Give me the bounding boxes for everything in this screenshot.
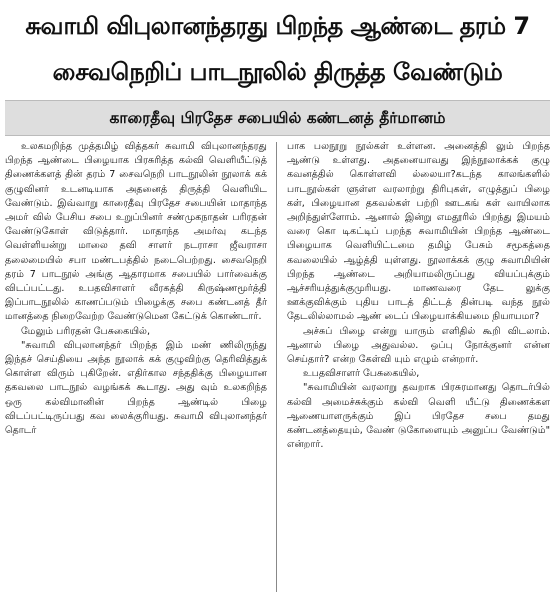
- subheadline: காரைதீவு பிரதேச சபையில் கண்டனத் தீர்மானம்: [109, 109, 446, 127]
- article-paragraph: "சுவாமி விபுலானந்தர் பிறந்த இம் மண் ணிலிருந்து இந்தச் செய்தியை அந்த நூலாக் கக் குழுவிற்கு தெரிவித்துக் கொள்ள விரும் புகிறேன். எதிர்கால சந்ததிக்கு பிழையான தகவலை பாடநூல் வழங்கக் கூடாது. அது வும் உலகறிந்த ஒரு கல்விமானின் பிறந்த ஆண்டில் பிழை விடப்பட்டிருப்பது கவ லைக்குரியது. சுவாமி விபுலானந்தர் தொடர்: [5, 339, 267, 437]
- column-divider: [276, 142, 277, 592]
- article-paragraph: பாக பலநூறு நூல்கள் உள்ளன. அனைத்தி லும் பிறந்த ஆண்டு உள்ளது. அதனையாவது இந்நூலாக்கக் குழு கவனத்தில் கொள்ளவி ல்லையா?கடந்த காலங்களில் பாடநூல்கள் ளுள்ள வரலாற்று திரிபுகள், எழுத்துப் பிழை கள், பிழையான தகவல்கள் பற்றி ஊடகங் கள் வாயிலாக அறிந்துள்ளோம். ஆனால் இன்று எமதூரில் பிறந்து இமயம் வரை கொ டிகட்டிப் பறந்த சுவாமியின் பிறந்த ஆண்டை பிழையாக வெளியிட்டமை தமிழ் பேசும் சமூகத்தை கவலையில் ஆழ்த்தி யுள்ளது. நூலாக்கக் குழு சுவாமியின் பிறந்த ஆண்டை அறியாமலிருப்பது வியப்புக்கும் ஆச்சரியத்துக்குமுரியது. மாணவரை தேட லுக்கு ஊக்குவிக்கும் புதிய பாடத் திட்டத் தின்படி வந்த நூல் தேடலில்லாமல் ஆண் டைப் பிழையாக்கியமை நியாயமா?: [287, 141, 550, 323]
- article-paragraph: அச்சுப் பிழை என்று யாரும் எளிதில் கூறி விடலாம். ஆனால் பிழை அதுவல்ல. ஒப்பு நோக்குனர் என்ன செய்தார்? என்ற கேள்வி யும் எழும் என்றார்.: [287, 325, 550, 366]
- headline-line-1: சுவாமி விபுலானந்தரது பிறந்த ஆண்டை தரம் 7: [25, 12, 530, 40]
- headline-line-2: சைவநெறிப் பாடநூலில் திருத்த வேண்டும்: [52, 58, 503, 86]
- article-paragraph: உலகமறிந்த முத்தமிழ் வித்தகர் சுவாமி விபுலானந்தரது பிறந்த ஆண்டை பிழையாக பிரசுரித்த கல்வி வெளியீட்டுத் திணைக்களத் தின் தரம் 7 சைவநெறி பாடநூலின் நூலாக் கக் குழுவினர் உடனடியாக அதனைத் திருத்தி வெளியிட வேண்டும். இவ்வாறு காரைதீவு பிரதேச சபையின் மாதாந்த அமர் வில் பேசிய சபை உறுப்பினர் சண்முகநாதன் பரிரதன் வேண்டுகோள் விடுத்தார். மாதாந்த அமர்வு கடந்த வெள்ளியன்று மாலை தவி சாளர் நடராசா ஜீவராசா தலைமையில் சபா மண்டபத்தில் நடைபெற்றது. சைவநெறி தரம் 7 பாடநூல் அங்கு ஆதாரமாக சபையில் பார்வைக்கு விடப்பட்டது. உபதவிசாளர் வீரகத்தி கிருஷ்ணமூர்த்தி இப்பாடநூலில் காணப்படும் பிழைக்கு சபை கண்டனத் தீர் மானத்தை நிறைவேற்ற வேண்டுமென கேட்டுக் கொண்டார்.: [5, 141, 267, 323]
- article-paragraph: "சுவாமியின் வரலாறு தவறாக பிரசுரமானது தொடர்பில் கல்வி அமைச்சுக்கும் கல்வி வெளி யீட்டு திணைக்கள ஆணையாளருக்கும் இப் பிரதேச சபை தமது கண்டனத்தையும், வேண் டுகோளையும் அனுப்ப வேண்டும்" என்றார்.: [287, 382, 550, 451]
- article-right-column: [287, 140, 550, 595]
- article-paragraph: மேலும் பரிரதன் பேசுகையில்,: [21, 325, 151, 337]
- article-left-column: [5, 140, 267, 595]
- subheadline-banner: [5, 100, 550, 136]
- article-paragraph: உபதவிசாளர் பேசுகையில்,: [303, 368, 420, 380]
